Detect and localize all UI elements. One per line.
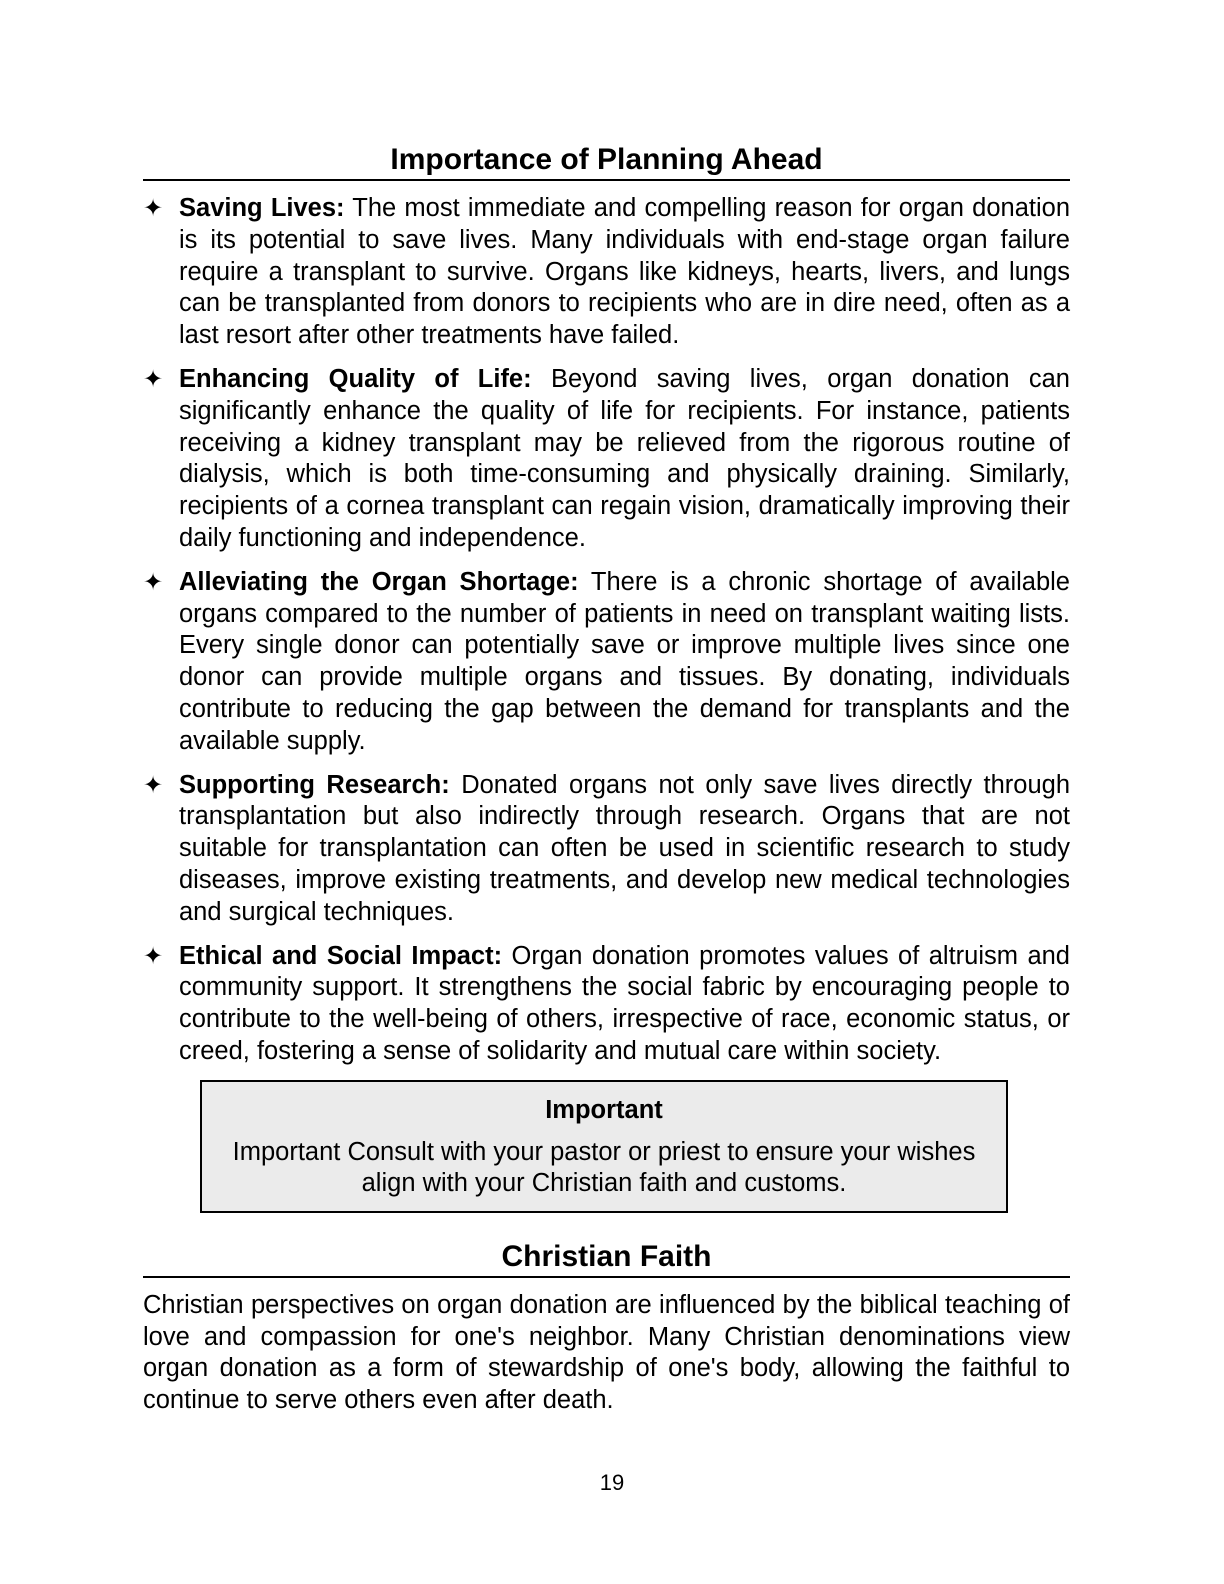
important-callout xyxy=(200,1080,1008,1213)
list-item-quality-of-life xyxy=(143,364,1070,555)
bullet-text: Donated organs not only save lives directly through transplantation but also indirectly through research. Organs that are not suitable for transplantation can often be used in scientific research to study diseases, improve existing treatments, and develop new medical technologies and surgical techniques. xyxy=(179,770,1070,926)
bullet-text: There is a chronic shortage of available organs compared to the number of patients in need on transplant waiting lists. Every single donor can potentially save or improve multiple lives since one donor can provide multiple organs and tissues. By donating, individuals contribute to reducing the gap between the demand for transplants and the available supply. xyxy=(179,567,1070,755)
bullet-term: Saving Lives: xyxy=(179,194,345,222)
four-point-star-icon: ✦ xyxy=(143,567,164,596)
bullet-term: Ethical and Social Impact: xyxy=(179,941,503,970)
bullet-text: Beyond saving lives, organ donation can significantly enhance the quality of life for recipients. For instance, patients receiving a kidney transplant may be relieved from the rigorous routine of dialysis, which is both time-consuming and physically draining. Similarly, recipients of a cornea transplant can regain vision, dramatically improving their daily functioning and independence. xyxy=(179,364,1070,552)
section-heading-christian-faith: Christian Faith xyxy=(143,1239,1070,1278)
section-heading-planning-ahead: Importance of Planning Ahead xyxy=(143,142,1070,181)
benefits-list xyxy=(143,193,1070,1068)
bullet-term: Enhancing Quality of Life: xyxy=(179,364,532,393)
four-point-star-icon: ✦ xyxy=(143,194,164,222)
list-item-organ-shortage xyxy=(143,567,1070,758)
callout-title: Important xyxy=(545,1095,663,1124)
list-item-supporting-research xyxy=(143,770,1070,929)
list-item-ethical-social-impact xyxy=(143,941,1070,1068)
bullet-text: Organ donation promotes values of altruism and community support. It strengthens the social fabric by encouraging people to contribute to the well-being of others, irrespective of race, economic status, or creed, fostering a sense of solidarity and mutual care within society. xyxy=(179,941,1070,1065)
bullet-term: Alleviating the Organ Shortage: xyxy=(179,567,579,596)
page-content xyxy=(143,142,1070,1417)
page-number: 19 xyxy=(599,1470,625,1495)
bullet-term: Supporting Research: xyxy=(179,770,450,799)
callout-body: Important Consult with your pastor or priest to ensure your wishes align with your Christian faith and customs. xyxy=(232,1137,976,1198)
four-point-star-icon: ✦ xyxy=(143,941,164,970)
bullet-text: The most immediate and compelling reason for organ donation is its potential to save lives. Many individuals with end-stage organ failure require a transplant to survive. Organs like kidneys, hearts, livers, and lungs can be transplanted from donors to recipients who are in dire need, often as a last resort after other treatments have failed. xyxy=(179,194,1071,350)
list-item-saving-lives xyxy=(143,193,1070,352)
four-point-star-icon: ✦ xyxy=(143,770,164,799)
four-point-star-icon: ✦ xyxy=(143,364,164,393)
christian-faith-paragraph: Christian perspectives on organ donation are influenced by the biblical teaching of love and compassion for one's neighbor. Many Christian denominations view organ donation as a form of stewardship of one's body, allowing the faithful to continue to serve others even after death. xyxy=(143,1290,1070,1415)
